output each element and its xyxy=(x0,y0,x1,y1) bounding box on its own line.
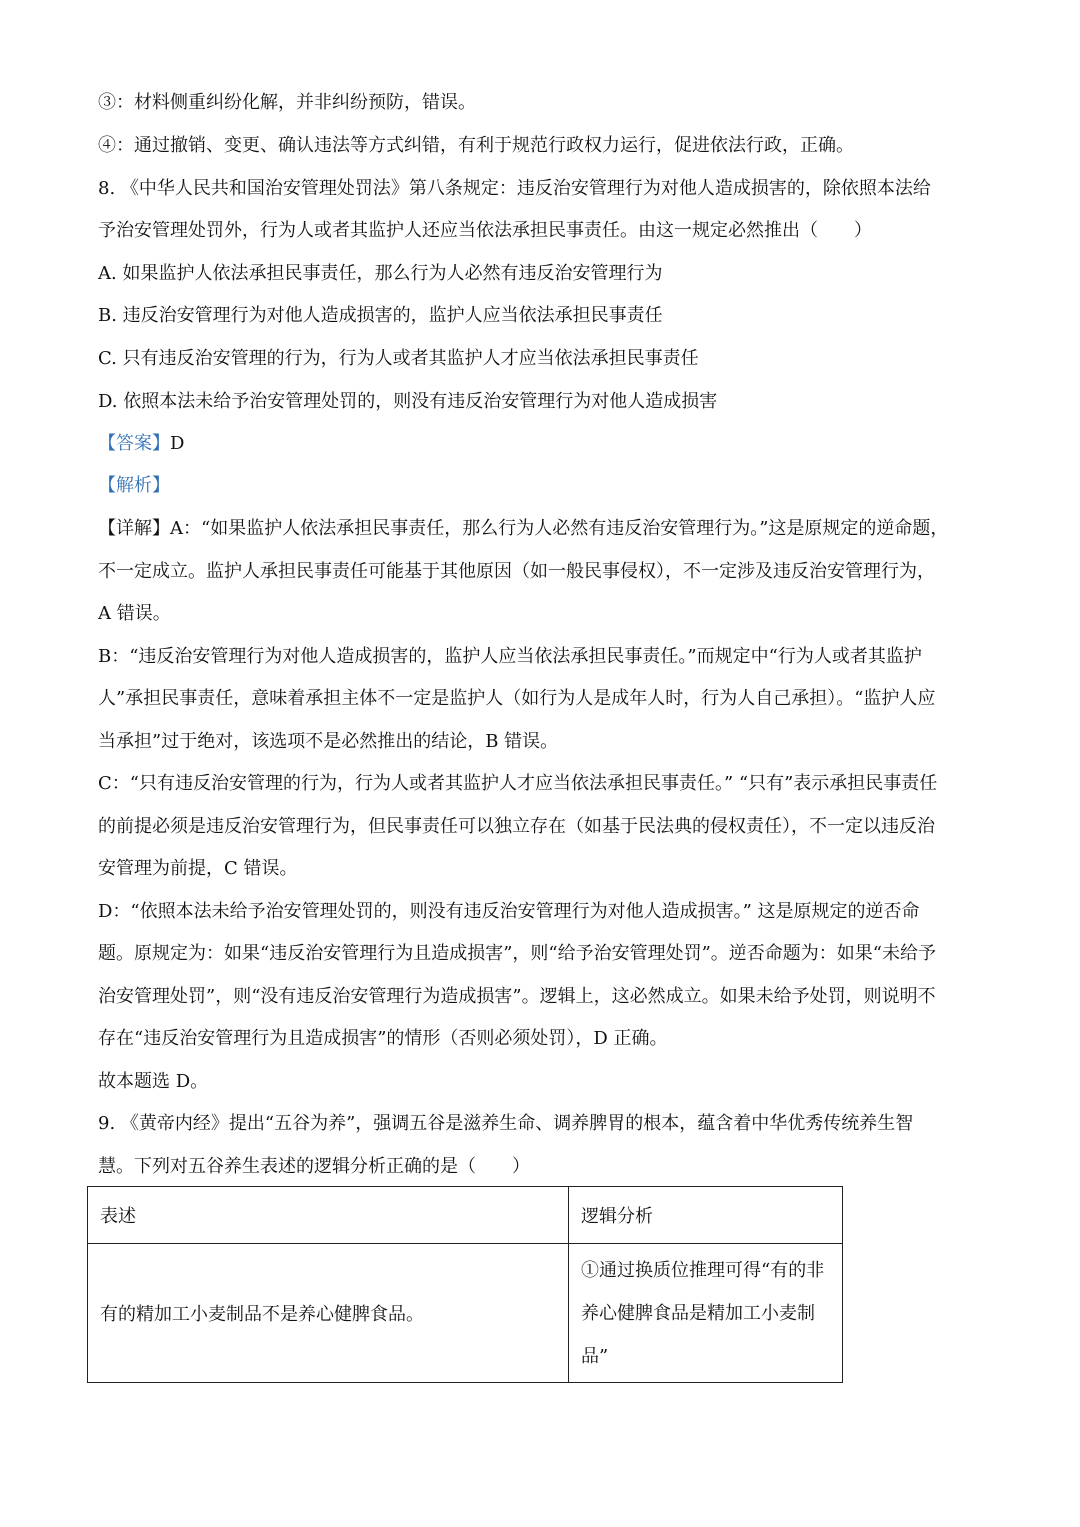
detail-d-line-1: D：“依照本法未给予治安管理处罚的，则没有违反治安管理行为对他人造成损害。” 这是原规定的逆否命 xyxy=(98,901,920,922)
question-8-option-d: D. 依照本法未给予治安管理处罚的，则没有违反治安管理行为对他人造成损害 xyxy=(98,391,718,412)
question-9-table xyxy=(87,1186,843,1383)
detail-d-line-4: 存在“违反治安管理行为且造成损害”的情形（否则必须处罚），D 正确。 xyxy=(98,1028,668,1049)
question-8-option-a: A. 如果监护人依法承担民事责任，那么行为人必然有违反治安管理行为 xyxy=(98,263,663,284)
detail-b-line-1: B：“违反治安管理行为对他人造成损害的，监护人应当依法承担民事责任。”而规定中“行为人或者其监护 xyxy=(98,646,922,667)
question-8-option-c: C. 只有违反治安管理的行为，行为人或者其监护人才应当依法承担民事责任 xyxy=(98,348,699,369)
answer-value: D xyxy=(170,433,185,454)
detail-a-line-1: 【详解】A：“如果监护人依法承担民事责任，那么行为人必然有违反治安管理行为。”这是原规定的逆命题， xyxy=(98,518,949,539)
question-8-stem-line-1: 8. 《中华人民共和国治安管理处罚法》第八条规定：违反治安管理行为对他人造成损害的，除依照本法给 xyxy=(98,178,931,199)
question-9-stem-line-2: 慧。下列对五谷养生表述的逻辑分析正确的是（ ） xyxy=(98,1156,530,1177)
table-cell-statement: 有的精加工小麦制品不是养心健脾食品。 xyxy=(88,1244,569,1383)
detail-c-line-1: C：“只有违反治安管理的行为，行为人或者其监护人才应当依法承担民事责任。” “只有”表示承担民事责任 xyxy=(98,773,938,794)
analysis-item-4: ④：通过撤销、变更、确认违法等方式纠错，有利于规范行政权力运行，促进依法行政，正确。 xyxy=(98,135,854,156)
detail-b-line-3: 当承担”过于绝对，该选项不是必然推出的结论，B 错误。 xyxy=(98,731,559,752)
analysis-item-3: ③：材料侧重纠纷化解，并非纠纷预防，错误。 xyxy=(98,92,476,113)
table-cell-analysis xyxy=(569,1244,843,1383)
table-row xyxy=(88,1244,843,1383)
question-8-option-b: B. 违反治安管理行为对他人造成损害的，监护人应当依法承担民事责任 xyxy=(98,305,663,326)
table-header-analysis: 逻辑分析 xyxy=(569,1187,843,1244)
detail-b-line-2: 人”承担民事责任，意味着承担主体不一定是监护人（如行为人是成年人时，行为人自己承担）。“监护人应 xyxy=(98,688,936,709)
detail-d-line-2: 题。原规定为：如果“违反治安管理行为且造成损害”，则“给予治安管理处罚”。逆否命题为：如果“未给予 xyxy=(98,943,937,964)
detail-a-line-3: A 错误。 xyxy=(98,603,171,624)
question-8-stem-line-2: 予治安管理处罚外，行为人或者其监护人还应当依法承担民事责任。由这一规定必然推出（ ） xyxy=(98,220,872,241)
conclusion-line: 故本题选 D。 xyxy=(98,1071,209,1092)
detail-a-line-2: 不一定成立。监护人承担民事责任可能基于其他原因（如一般民事侵权），不一定涉及违反治安管理行为， xyxy=(98,561,935,582)
detail-d-line-3: 治安管理处罚”，则“没有违反治安管理行为造成损害”。逻辑上，这必然成立。如果未给予处罚，则说明不 xyxy=(98,986,936,1007)
question-9-stem-line-1: 9. 《黄帝内经》提出“五谷为养”，强调五谷是滋养生命、调养脾胃的根本，蕴含着中华优秀传统养生智 xyxy=(98,1113,914,1134)
table-header-row xyxy=(88,1187,843,1244)
detail-c-line-3: 安管理为前提，C 错误。 xyxy=(98,858,298,879)
answer-line xyxy=(98,432,982,456)
table-header-statement: 表述 xyxy=(88,1187,569,1244)
answer-label: 【答案】 xyxy=(98,433,170,454)
table-cell-analysis-text: ①通过换质位推理可得“有的非养心健脾食品是精加工小麦制品” xyxy=(581,1259,825,1367)
detail-c-line-2: 的前提必须是违反治安管理行为，但民事责任可以独立存在（如基于民法典的侵权责任），不一定以违反治 xyxy=(98,816,935,837)
analysis-label: 【解析】 xyxy=(98,475,170,496)
